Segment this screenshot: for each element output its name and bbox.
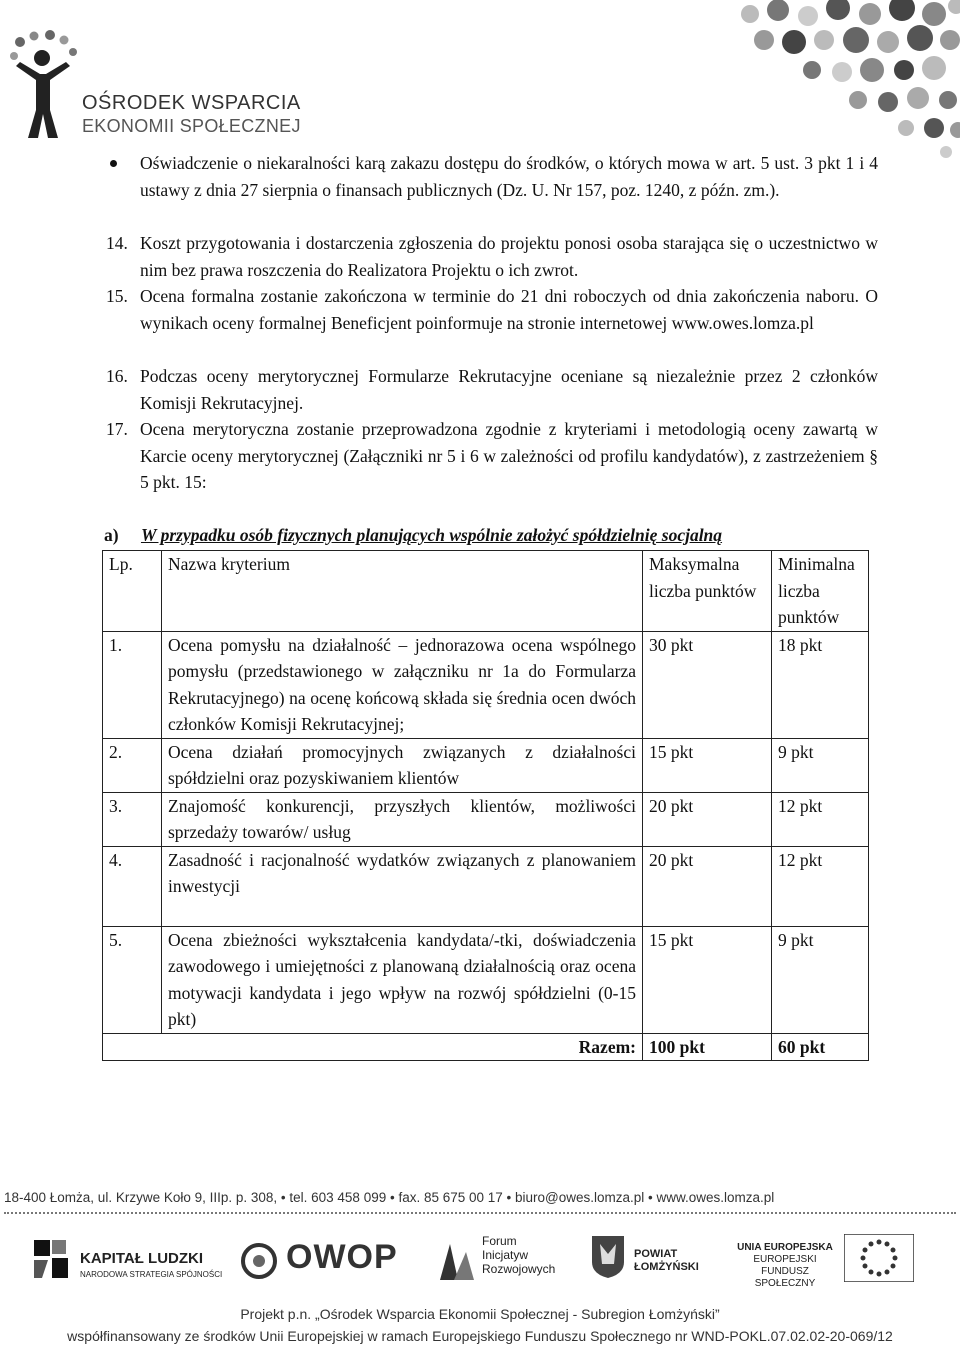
- item-15-number: 15.: [106, 286, 128, 306]
- row-min: 18 pkt: [772, 631, 869, 738]
- item-14-text: Koszt przygotowania i dostarczenia zgłoszenia do projektu ponosi osoba starająca się o uczestnictwo w nim bez prawa roszczenia do Realizatora Projektu o ich zwrot.: [140, 233, 878, 280]
- section-a-label: a): [104, 525, 119, 545]
- logo-line-1: OŚRODEK WSPARCIA: [82, 92, 301, 114]
- item-16-text: Podczas oceny merytorycznej Formularze Rekrutacyjne oceniane są niezależnie przez 2 członków Komisji Rekrutacyjnej.: [140, 366, 878, 413]
- powiat-line-2: ŁOMŻYŃSKI: [634, 1261, 699, 1273]
- powiat-text: [634, 1248, 699, 1274]
- row-min: 9 pkt: [772, 738, 869, 792]
- ue-line-3: FUNDUSZ SPOŁECZNY: [754, 1266, 816, 1289]
- row-lp: 4.: [103, 846, 162, 926]
- kapital-ludzki-logo: [30, 1230, 223, 1300]
- row-max: 15 pkt: [643, 926, 772, 1033]
- powiat-crest-icon: [590, 1234, 626, 1280]
- footer-address: 18-400 Łomża, ul. Krzywe Koło 9, IIIp. p. 308, • tel. 603 458 099 • fax. 85 675 00 17 • biuro@owes.lomza.pl • www.owes.lomza.pl: [4, 1190, 775, 1205]
- row-max: 20 pkt: [643, 846, 772, 926]
- owes-website-link[interactable]: www.owes.lomza.pl: [671, 312, 814, 333]
- row-lp: 3.: [103, 792, 162, 846]
- cofinancing-note: współfinansowany ze środków Unii Europejskiej w ramach Europejskiego Funduszu Społecznego nr WND-POKL.07.02.02-20-069/12: [67, 1328, 893, 1344]
- header-max: Maksymalna liczba punktów: [643, 551, 772, 632]
- row-name: Zasadność i racjonalność wydatków związanych z planowaniem inwestycji: [162, 846, 643, 926]
- powiat-logo: [590, 1230, 720, 1300]
- item-15: [106, 283, 878, 336]
- section-a-title: W przypadku osób fizycznych planujących wspólnie założyć spółdzielnię socjalną: [140, 525, 723, 545]
- header-lp: Lp.: [103, 551, 162, 632]
- row-name: Ocena pomysłu na działalność – jednorazowa ocena wspólnego pomysłu (przedstawionego w załączniku nr 1a do Formularza Rekrutacyjnego) na ocenę końcową składa się średnia ocen dwóch członków Komisji Rekrutacyjnej;: [162, 631, 643, 738]
- row-min: 9 pkt: [772, 926, 869, 1033]
- kapital-ludzki-subtext: NARODOWA STRATEGIA SPÓJNOŚCI: [80, 1270, 223, 1279]
- item-16: [106, 363, 878, 416]
- kapital-ludzki-icon: [30, 1236, 70, 1282]
- page-header: [0, 0, 960, 150]
- row-lp: 5.: [103, 926, 162, 1033]
- row-name: Ocena zbieżności wykształcenia kandydata/-tki, doświadczenia zawodowego i umiejętności z planowaną działalnością oraz ocena motywacji kandydata i jego wpływ na rozwój spółdzielni (0-15 pkt): [162, 926, 643, 1033]
- fir-line-1: Forum: [482, 1234, 517, 1248]
- bullet-item: [140, 150, 878, 203]
- row-lp: 2.: [103, 738, 162, 792]
- header-min: Minimalna liczba punktów: [772, 551, 869, 632]
- fir-line-2: Inicjatyw: [482, 1248, 529, 1262]
- owop-logo: [240, 1230, 400, 1300]
- project-name: Projekt p.n. „Ośrodek Wsparcia Ekonomii Społecznej - Subregion Łomżyński”: [240, 1306, 720, 1322]
- fir-logo: [436, 1230, 576, 1300]
- table-row: [103, 738, 869, 792]
- row-max: 30 pkt: [643, 631, 772, 738]
- item-14-number: 14.: [106, 233, 128, 253]
- row-name: Znajomość konkurencji, przyszłych klientów, możliwości sprzedaży towarów/ usług: [162, 792, 643, 846]
- row-max: 15 pkt: [643, 738, 772, 792]
- item-15-text: Ocena formalna zostanie zakończona w terminie do 21 dni roboczych od dnia zakończenia naboru. O wynikach oceny formalnej Beneficjent poinformuje na stronie internetowej: [140, 286, 878, 333]
- ue-line-2: EUROPEJSKI: [753, 1254, 817, 1265]
- item-17-text: Ocena merytoryczna zostanie przeprowadzona zgodnie z kryteriami i metodologią oceny zawartą w Karcie oceny merytorycznej (Załączniki nr 5 i 6 w zależności od profilu kandydatów), z zastrzeżeniem § 5 pkt. 15:: [140, 419, 878, 492]
- item-14: [106, 230, 878, 283]
- table-row: [103, 792, 869, 846]
- row-max: 20 pkt: [643, 792, 772, 846]
- sponsor-logos: [0, 1230, 960, 1300]
- item-16-number: 16.: [106, 366, 128, 386]
- kapital-ludzki-text: KAPITAŁ LUDZKI: [80, 1250, 204, 1267]
- ue-line-1: UNIA EUROPEJSKA: [737, 1242, 833, 1253]
- footer-divider: [4, 1212, 956, 1214]
- fir-line-3: Rozwojowych: [482, 1262, 556, 1276]
- row-min: 12 pkt: [772, 846, 869, 926]
- row-min: 12 pkt: [772, 792, 869, 846]
- table-row: [103, 846, 869, 926]
- fir-text: [482, 1234, 555, 1276]
- table-header-row: [103, 551, 869, 632]
- total-max: 100 pkt: [643, 1033, 772, 1061]
- powiat-line-1: POWIAT: [634, 1248, 678, 1260]
- item-17-number: 17.: [106, 419, 128, 439]
- owop-icon: [240, 1242, 278, 1280]
- fir-icon: [436, 1238, 476, 1284]
- header-name: Nazwa kryterium: [162, 551, 643, 632]
- table-row: [103, 631, 869, 738]
- ue-logo: [736, 1230, 946, 1300]
- row-name: Ocena działań promocyjnych związanych z działalności spółdzielni oraz pozyskiwaniem klientów: [162, 738, 643, 792]
- total-label: Razem:: [103, 1033, 643, 1061]
- item-17: [106, 416, 878, 496]
- logo-line-2: EKONOMII SPOŁECZNEJ: [82, 116, 301, 136]
- eu-flag-icon: [844, 1234, 914, 1282]
- table-total-row: [103, 1033, 869, 1061]
- row-lp: 1.: [103, 631, 162, 738]
- total-min: 60 pkt: [772, 1033, 869, 1061]
- section-a-heading: [104, 522, 722, 549]
- bullet-icon: [110, 160, 117, 167]
- owes-figure-logo-icon: [6, 30, 81, 140]
- bullet-text: Oświadczenie o niekaralności karą zakazu dostępu do środków, o których mowa w art. 5 ust. 3 pkt 1 i 4 ustawy z dnia 27 sierpnia o finansach publicznych (Dz. U. Nr 157, poz. 1240, z późn. zm.).: [140, 153, 878, 200]
- table-row: [103, 926, 869, 1033]
- criteria-table: [102, 550, 869, 1061]
- decorative-dots-icon: [720, 0, 960, 160]
- ue-text: [736, 1242, 834, 1290]
- owop-text: OWOP: [286, 1238, 398, 1276]
